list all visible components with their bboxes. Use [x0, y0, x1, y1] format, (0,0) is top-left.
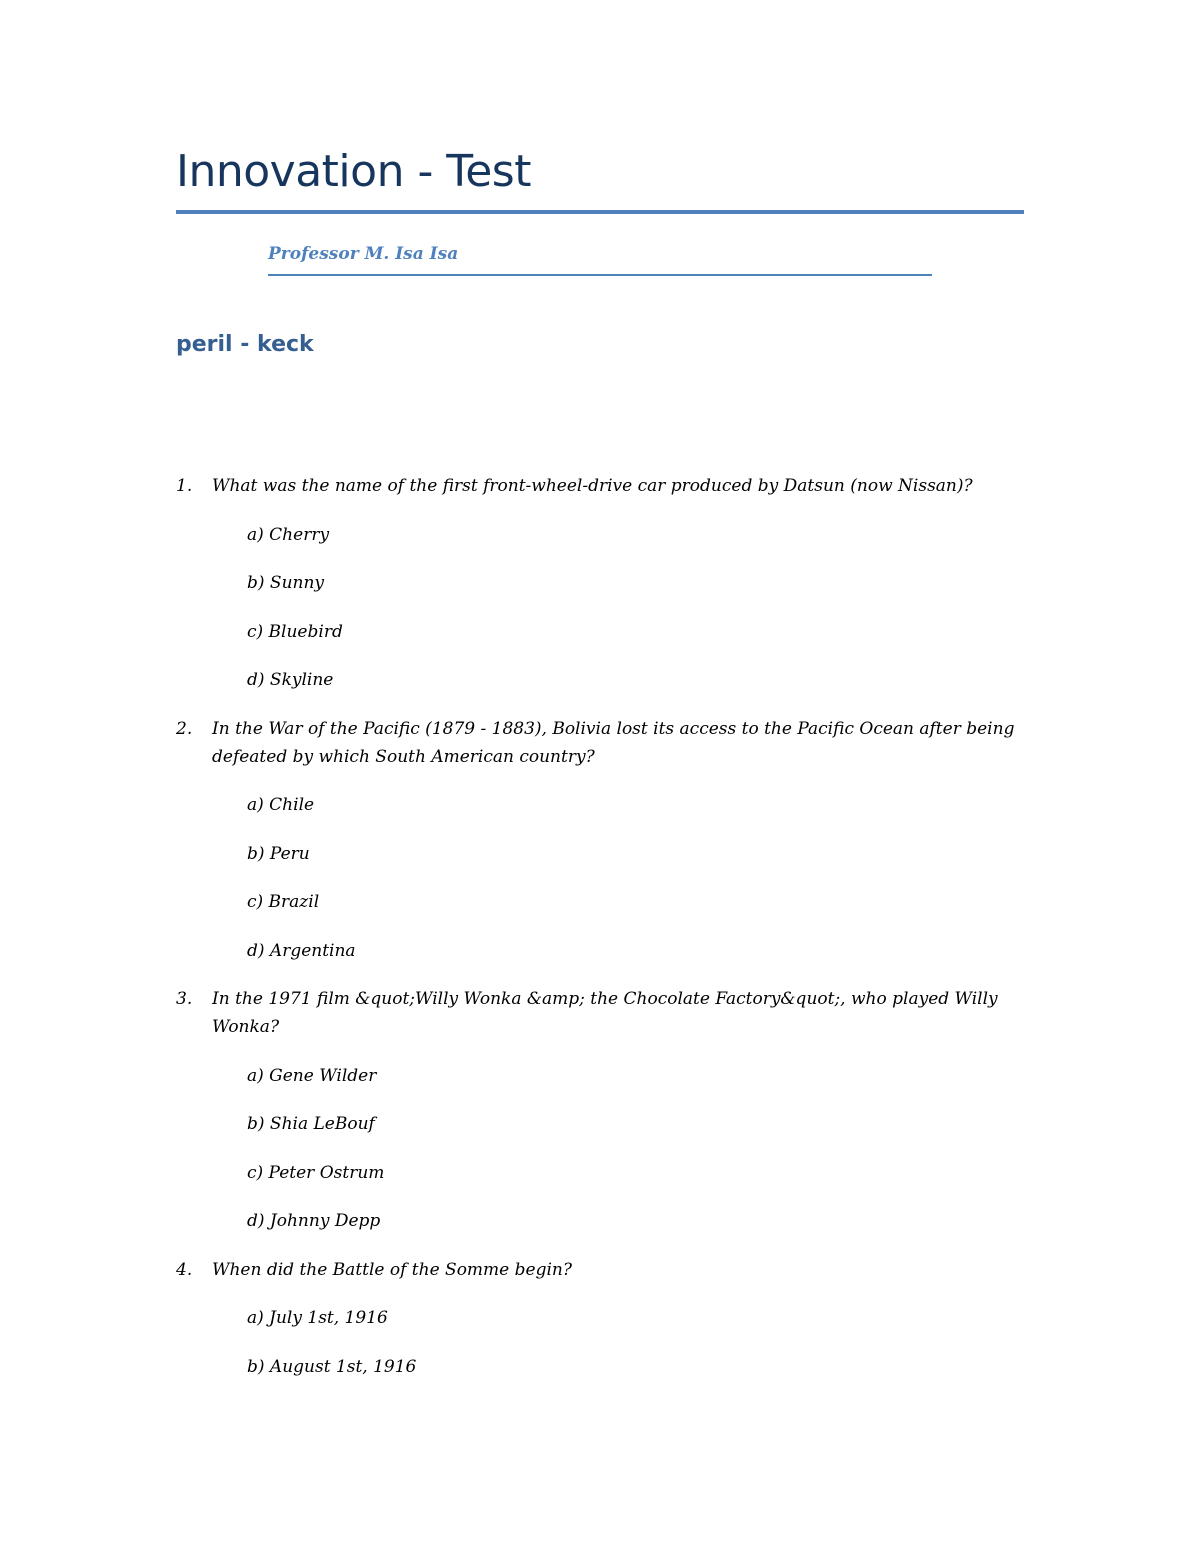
section-heading: peril - keck [176, 332, 314, 357]
question-text: In the 1971 film &quot;Willy Wonka &amp; the Chocolate Factory&quot;, who played Willy Wonka? [212, 989, 998, 1037]
question-number: 1. [176, 476, 193, 496]
document-subtitle: Professor M. Isa Isa [268, 244, 459, 264]
answer-option: c) Bluebird [247, 621, 343, 642]
question-item [176, 715, 1026, 965]
answer-option: a) Cherry [247, 524, 330, 545]
answer-option: b) Shia LeBouf [247, 1114, 375, 1134]
answer-option: d) Argentina [247, 940, 356, 961]
question-item [176, 1256, 1026, 1381]
title-underline [176, 210, 1024, 214]
answer-option: c) Brazil [247, 892, 320, 912]
question-text: When did the Battle of the Somme begin? [212, 1259, 572, 1280]
question-item [176, 985, 1026, 1235]
answer-option: d) Johnny Depp [247, 1211, 381, 1231]
question-list [176, 472, 1026, 1381]
question-number: 4. [176, 1259, 193, 1280]
answer-option: a) Chile [247, 795, 315, 815]
answer-option: b) Peru [247, 843, 310, 864]
answer-option: c) Peter Ostrum [247, 1162, 385, 1183]
document-title: Innovation - Test [176, 146, 531, 197]
answer-option: a) Gene Wilder [247, 1065, 377, 1086]
question-text: What was the name of the first front-wheel-drive car produced by Datsun (now Nissan)? [212, 476, 973, 496]
question-text: In the War of the Pacific (1879 - 1883), Bolivia lost its access to the Pacific Ocean after being defeated by which South American country? [212, 718, 1015, 767]
question-item [176, 472, 1026, 694]
answer-option: b) August 1st, 1916 [247, 1356, 417, 1377]
answer-option: a) July 1st, 1916 [247, 1308, 388, 1328]
answer-option: b) Sunny [247, 573, 325, 593]
subtitle-underline [268, 274, 932, 276]
question-number: 2. [176, 718, 193, 739]
question-number: 3. [176, 989, 193, 1009]
answer-option: d) Skyline [247, 670, 334, 690]
